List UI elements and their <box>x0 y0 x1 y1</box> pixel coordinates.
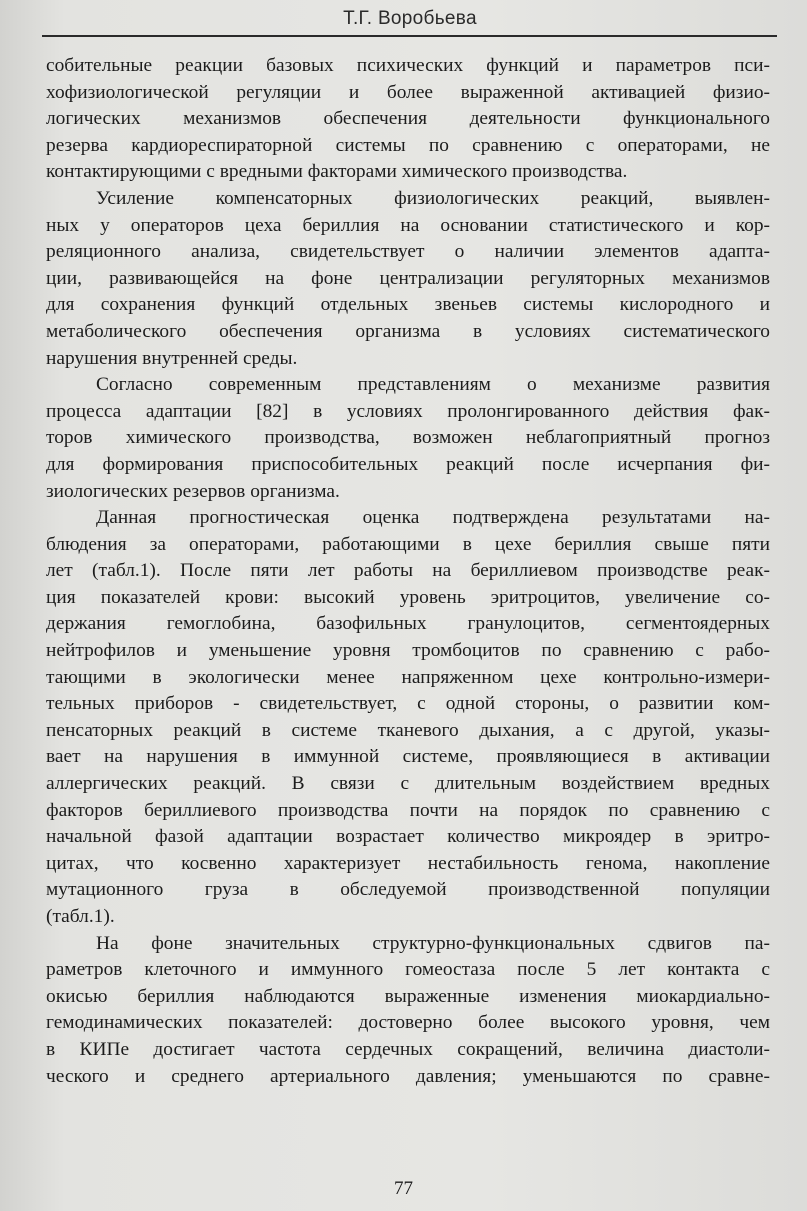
text-line: Усиление компенсаторных физиологических реакций, выявлен- <box>96 187 770 209</box>
text-line: держания гемоглобина, базофильных гранулоцитов, сегментоядерных <box>46 613 770 635</box>
body-text <box>46 53 770 1090</box>
text-line: для сохранения функций отдельных звеньев системы кислородного и <box>46 294 770 316</box>
text-line: Согласно современным представлениям о механизме развития <box>96 374 770 396</box>
text-line: ных у операторов цеха бериллия на основании статистического и кор- <box>46 214 770 236</box>
text-line: На фоне значительных структурно-функциональных сдвигов па- <box>96 932 770 954</box>
text-line: вает на нарушения в иммунной системе, проявляющиеся в активации <box>46 746 770 768</box>
paragraph-4 <box>46 505 770 931</box>
text-line: ческого и среднего артериального давления; уменьшаются по сравне- <box>46 1065 770 1087</box>
paragraph-1 <box>46 53 770 186</box>
text-line: мутационного груза в обследуемой производственной популяции <box>46 879 770 901</box>
text-line: (табл.1). <box>46 906 115 927</box>
text-line: торов химического производства, возможен неблагоприятный прогноз <box>46 427 770 449</box>
paragraph-5 <box>46 931 770 1091</box>
text-line: хофизиологической регуляции и более выраженной активацией физио- <box>46 81 770 103</box>
paragraph-3 <box>46 372 770 505</box>
page-number: 77 <box>394 1178 413 1199</box>
text-line: блюдения за операторами, работающими в цехе бериллия свыше пяти <box>46 533 770 555</box>
text-line: метаболического обеспечения организма в условиях систематического <box>46 320 770 342</box>
text-line: пенсаторных реакций в системе тканевого дыхания, а с другой, указы- <box>46 719 770 741</box>
text-line: факторов бериллиевого производства почти на порядок по сравнению с <box>46 799 770 821</box>
text-line: начальной фазой адаптации возрастает количество микроядер в эритро- <box>46 826 770 848</box>
text-line: Данная прогностическая оценка подтверждена результатами на- <box>96 507 770 529</box>
text-line: тельных приборов - свидетельствует, с одной стороны, о развитии ком- <box>46 693 770 715</box>
text-line: ции, развивающейся на фоне централизации регуляторных механизмов <box>46 267 770 289</box>
text-line: окисью бериллия наблюдаются выраженные изменения миокардиально- <box>46 985 770 1007</box>
text-line: логических механизмов обеспечения деятельности функционального <box>46 108 770 130</box>
text-line: тающими в экологически менее напряженном цехе контрольно-измери- <box>46 666 770 688</box>
paragraph-2 <box>46 186 770 372</box>
header-rule <box>42 35 777 37</box>
text-line: гемодинамических показателей: достоверно более высокого уровня, чем <box>46 1012 770 1034</box>
text-line: ция показателей крови: высокий уровень эритроцитов, увеличение со- <box>46 586 770 608</box>
running-header: Т.Г. Воробьева <box>343 8 477 29</box>
text-line: в КИПе достигает частота сердечных сокращений, величина диастоли- <box>46 1038 770 1060</box>
text-line: цитах, что косвенно характеризует нестабильность генома, накопление <box>46 852 770 874</box>
text-line: контактирующими с вредными факторами химического производства. <box>46 161 628 183</box>
text-line: процесса адаптации [82] в условиях пролонгированного действия фак- <box>46 400 770 422</box>
text-line: собительные реакции базовых психических функций и параметров пси- <box>46 55 770 76</box>
text-line: реляционного анализа, свидетельствует о наличии элементов адапта- <box>46 241 770 263</box>
text-line: для формирования приспособительных реакций после исчерпания фи- <box>46 453 770 475</box>
text-line: аллергических реакций. В связи с длительным воздействием вредных <box>46 773 770 795</box>
text-line: раметров клеточного и иммунного гомеостаза после 5 лет контакта с <box>46 959 770 981</box>
text-line: зиологических резервов организма. <box>46 480 340 502</box>
text-line: нарушения внутренней среды. <box>46 347 298 369</box>
text-line: нейтрофилов и уменьшение уровня тромбоцитов по сравнению с рабо- <box>46 640 770 662</box>
text-line: лет (табл.1). После пяти лет работы на бериллиевом производстве реак- <box>46 560 770 582</box>
text-line: резерва кардиореспираторной системы по сравнению с операторами, не <box>46 134 770 156</box>
